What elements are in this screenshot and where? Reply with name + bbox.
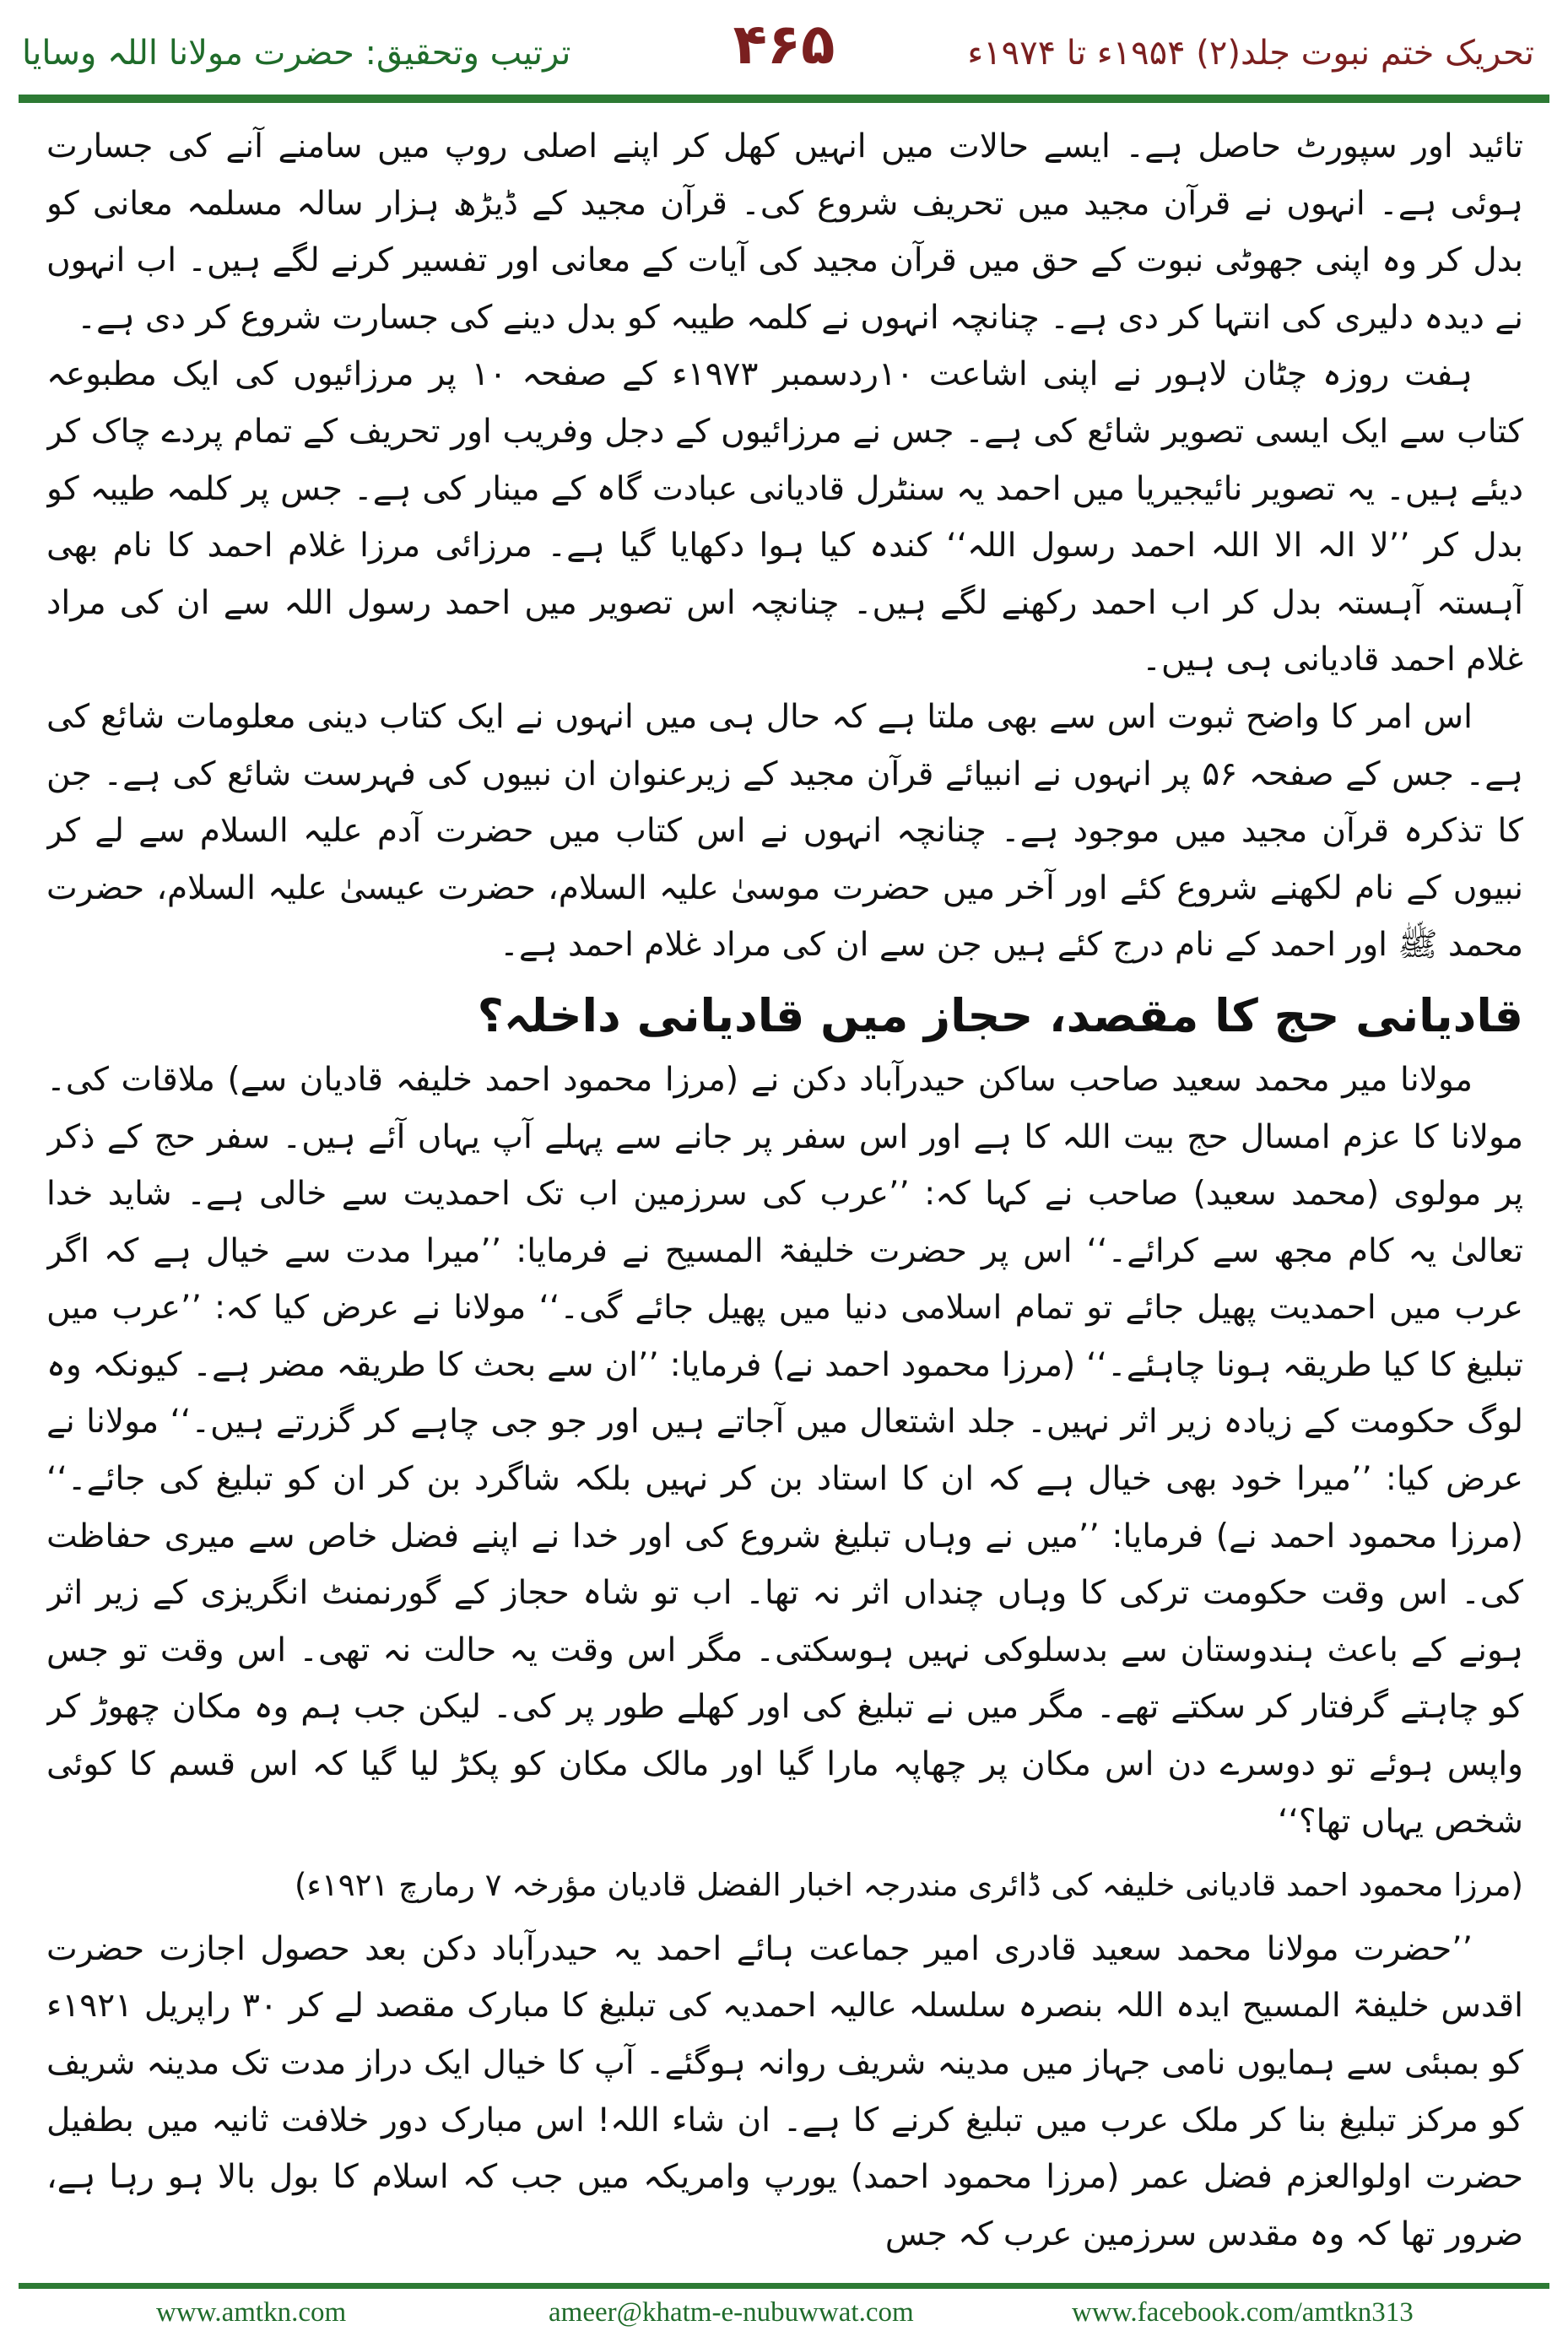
header-divider <box>19 95 1549 103</box>
paragraph-1: تائید اور سپورٹ حاصل ہے۔ ایسے حالات میں انہیں کھل کر اپنے اصلی روپ میں سامنے آنے کی جسارت ہوئی ہے۔ انہوں نے قرآن مجید میں تحریف شروع کی۔ قرآن مجید کے ڈیڑھ ہزار سالہ مسلمہ معانی کو بدل کر وہ اپنی جھوٹی نبوت کے حق میں قرآن مجید کی آیات کے معانی اور تفسیر کرنے لگے ہیں۔ اب انہوں نے دیدہ دلیری کی انتہا کر دی ہے۔ چنانچہ انہوں نے کلمہ طیبہ کو بدل دینے کی جسارت شروع کر دی ہے۔ <box>46 127 1523 337</box>
paragraph-5: ’’حضرت مولانا محمد سعید قادری امیر جماعت ہائے احمد یہ حیدرآباد دکن بعد حصول اجازت حضرت اقدس خلیفۃ المسیح ایدہ اللہ بنصرہ سلسلہ عالیہ احمدیہ کی تبلیغ کا مبارک مقصد لے کر ۳۰ راپریل ۱۹۲۱ء کو بمبئی سے ہمایوں نامی جہاز میں مدینہ شریف روانہ ہوگئے۔ آپ کا خیال ایک دراز مدت تک مدینہ شریف کو مرکز تبلیغ بنا کر ملک عرب میں تبلیغ کرنے کا ہے۔ ان شاء اللہ! اس مبارک دور خلافت ثانیہ میں بطفیل حضرت اولوالعزم فضل عمر (مرزا محمود احمد) یورپ وامریکہ میں جب کہ اسلام کا بول بالا ہو رہا ہے، ضرور تھا کہ وہ مقدس سرزمین عرب کہ جس <box>46 1929 1523 2253</box>
paragraph-2: ہفت روزہ چٹان لاہور نے اپنی اشاعت ۱۰ردسمبر ۱۹۷۳ء کے صفحہ ۱۰ پر مرزائیوں کی ایک مطبوعہ کتاب سے ایک ایسی تصویر شائع کی ہے۔ جس نے مرزائیوں کے دجل وفریب اور تحریف کے تمام پردے چاک کر دیئے ہیں۔ یہ تصویر نائیجیریا میں احمد یہ سنٹرل قادیانی عبادت گاہ کے مینار کی ہے۔ جس پر کلمہ طیبہ کو بدل کر ’’لا الہ الا اللہ احمد رسول اللہ‘‘ کندہ کیا ہوا دکھایا گیا ہے۔ مرزائی مرزا غلام احمد کا نام بھی آہستہ آہستہ بدل کر اب احمد رکھنے لگے ہیں۔ چنانچہ اس تصویر میں احمد رسول اللہ سے ان کی مراد غلام احمد قادیانی ہی ہیں۔ <box>46 355 1523 679</box>
page-footer <box>0 2297 1568 2335</box>
reference-citation: (مرزا محمود احمد قادیانی خلیفہ کی ڈائری مندرجہ اخبار الفضل قادیان مؤرخہ ۷ رمارچ ۱۹۲۱ء) <box>295 1867 1523 1904</box>
compiler-credit: ترتیب وتحقیق: حضرت مولانا اللہ وسایا <box>22 34 571 73</box>
footer-divider <box>19 2283 1549 2289</box>
book-title: تحریک ختم نبوت جلد(۲) ۱۹۵۴ء تا ۱۹۷۴ء <box>967 34 1534 73</box>
page-number: ۴۶۵ <box>733 12 835 77</box>
section-heading: قادیانی حج کا مقصد، حجاز میں قادیانی داخلہ؟ <box>477 988 1523 1042</box>
paragraph-3: اس امر کا واضح ثبوت اس سے بھی ملتا ہے کہ حال ہی میں انہوں نے ایک کتاب دینی معلومات شائع کی ہے۔ جس کے صفحہ ۵۶ پر انہوں نے انبیائے قرآن مجید کے زیرعنوان ان نبیوں کی فہرست شائع کی ہے۔ جن کا تذکرہ قرآن مجید میں موجود ہے۔ چنانچہ انہوں نے اس کتاب میں حضرت آدم علیہ السلام سے لے کر نبیوں کے نام لکھنے شروع کئے اور آخر میں حضرت موسیٰ علیہ السلام، حضرت عیسیٰ علیہ السلام، حضرت محمد ﷺ اور احمد کے نام درج کئے ہیں جن سے ان کی مراد غلام احمد ہے۔ <box>46 697 1523 965</box>
facebook-link[interactable]: www.facebook.com/amtkn313 <box>1072 2297 1414 2328</box>
email-link[interactable]: ameer@khatm-e-nubuwwat.com <box>549 2297 914 2328</box>
paragraph-4: مولانا میر محمد سعید صاحب ساکن حیدرآباد دکن نے (مرزا محمود احمد خلیفہ قادیان سے) ملاقات کی۔ مولانا کا عزم امسال حج بیت اللہ کا ہے اور اس سفر پر جانے سے پہلے آپ یہاں آئے ہیں۔ سفر حج کے ذکر پر مولوی (محمد سعید) صاحب نے کہا کہ: ’’عرب کی سرزمین اب تک احمدیت سے خالی ہے۔ شاید خدا تعالیٰ یہ کام مجھ سے کرائے۔‘‘ اس پر حضرت خلیفۃ المسیح نے فرمایا: ’’میرا مدت سے خیال ہے کہ اگر عرب میں احمدیت پھیل جائے تو تمام اسلامی دنیا میں پھیل جائے گی۔‘‘ مولانا نے عرض کیا کہ: ’’عرب میں تبلیغ کا کیا طریقہ ہونا چاہئے۔‘‘ (مرزا محمود احمد نے) فرمایا: ’’ان سے بحث کا طریقہ مضر ہے۔ کیونکہ وہ لوگ حکومت کے زیادہ زیر اثر نہیں۔ جلد اشتعال میں آجاتے ہیں اور جو جی چاہے کر گزرتے ہیں۔‘‘ مولانا نے عرض کیا: ’’میرا خود بھی خیال ہے کہ ان کا استاد بن کر نہیں بلکہ شاگرد بن کر ان کو تبلیغ کی جائے۔‘‘ (مرزا محمود احمد نے) فرمایا: ’’میں نے وہاں تبلیغ شروع کی اور خدا نے اپنے فضل خاص سے میری حفاظت کی۔ اس وقت حکومت ترکی کا وہاں چنداں اثر نہ تھا۔ اب تو شاہ حجاز کے گورنمنٹ انگریزی کے زیر اثر ہونے کے باعث ہندوستان سے بدسلوکی نہیں ہوسکتی۔ مگر اس وقت یہ حالت نہ تھی۔ اس وقت تو جس کو چاہتے گرفتار کر سکتے تھے۔ مگر میں نے تبلیغ کی اور کھلے طور پر کی۔ لیکن جب ہم وہ مکان چھوڑ کر واپس ہوئے تو دوسرے دن اس مکان پر چھاپہ مارا گیا اور مالک مکان کو پکڑ لیا گیا کہ اس قسم کا کوئی شخص یہاں تھا؟‘‘ <box>46 1060 1523 1841</box>
website-link[interactable]: www.amtkn.com <box>156 2297 347 2328</box>
page-header <box>0 0 1568 80</box>
page-body <box>46 118 1523 2266</box>
